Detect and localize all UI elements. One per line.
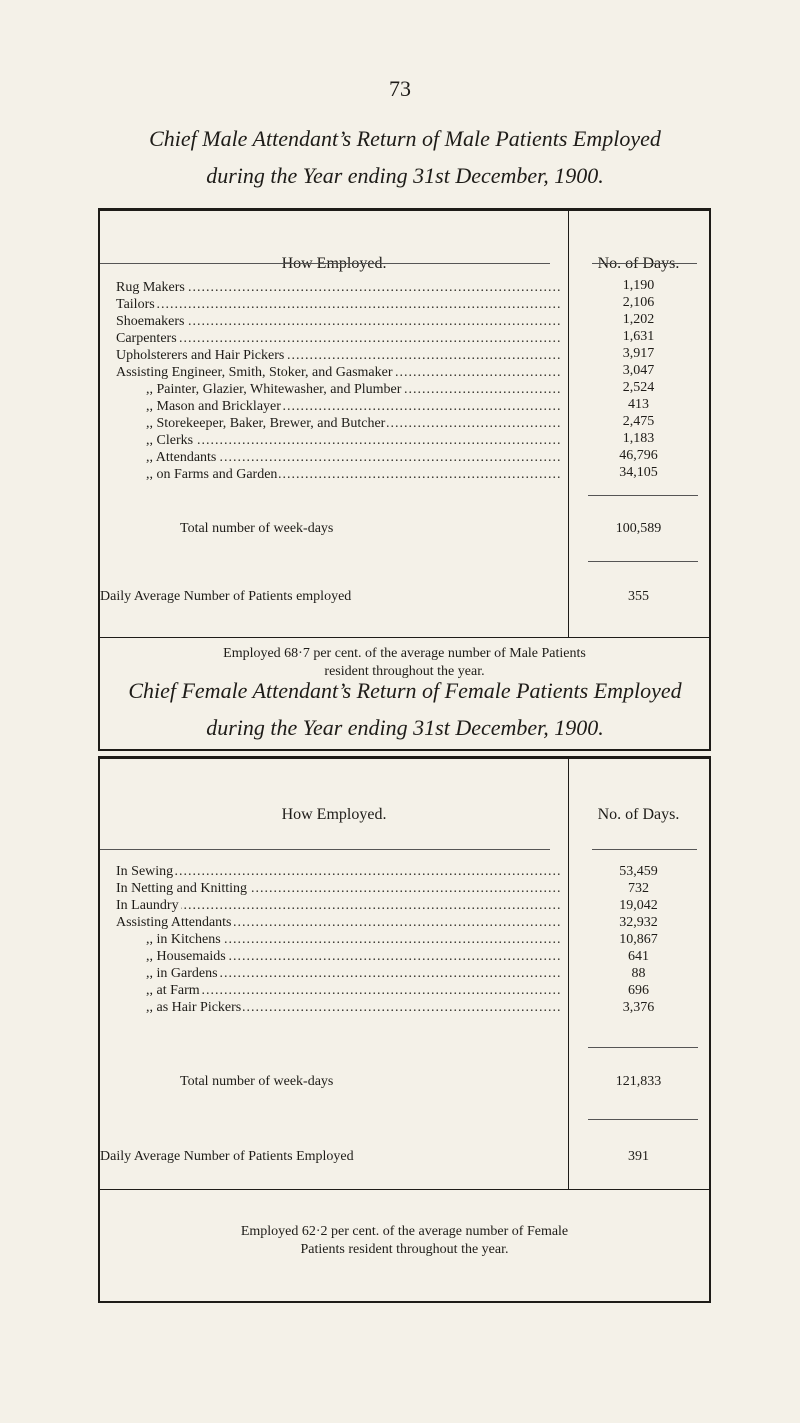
row-label: ,, Mason and Bricklayer [116, 399, 283, 414]
row-days: 32,932 [619, 915, 658, 930]
row-label: ,, Housemaids [116, 949, 228, 964]
table-row [116, 381, 561, 398]
table-row [116, 914, 561, 931]
table-row [116, 415, 561, 432]
male-title [60, 120, 750, 194]
footer-line1: Employed 68·7 per cent. of the average number of Male Patients [223, 646, 586, 661]
row-label: Rug Makers [116, 280, 185, 295]
table-row [116, 313, 561, 330]
header-how-employed: How Employed. [281, 255, 387, 272]
sum-rule [588, 1047, 698, 1048]
row-label: In Sewing [116, 864, 174, 879]
female-title-line2: during the Year ending 31st December, 1900. [206, 715, 604, 740]
row-label: In Netting and Knitting [116, 881, 248, 896]
footer-line1: Employed 62·2 per cent. of the average number of Female [240, 1224, 569, 1239]
row-label: ,, at Farm [116, 983, 202, 998]
row-days: 1,190 [622, 278, 655, 293]
row-days: 3,917 [622, 346, 655, 361]
footer-line2: resident throughout the year. [324, 664, 485, 679]
row-days: 1,183 [622, 431, 655, 446]
average-value: 355 [628, 589, 649, 604]
female-title-line1: Chief Female Attendant’s Return of Female Patients Employed [128, 678, 682, 703]
male-title-line1: Chief Male Attendant’s Return of Male Patients Employed [149, 126, 661, 151]
row-days: 88 [631, 966, 646, 981]
female-row-labels [116, 863, 561, 1016]
header-rule [592, 263, 697, 264]
footer-rule [100, 1189, 709, 1190]
table-row [116, 863, 561, 880]
row-days: 3,047 [622, 363, 655, 378]
female-footer-note [110, 1223, 699, 1259]
table-row [116, 948, 561, 965]
row-label: ,, Attendants [116, 450, 218, 465]
table-row [116, 449, 561, 466]
row-days: 641 [628, 949, 649, 964]
sum-rule [588, 561, 698, 562]
table-row [116, 965, 561, 982]
row-label: Upholsterers and Hair Pickers [116, 348, 285, 363]
row-label: ,, Storekeeper, Baker, Brewer, and Butcher [116, 416, 387, 431]
average-label: Daily Average Number of Patients employed [100, 589, 352, 604]
table-row [116, 279, 561, 296]
table-row [116, 347, 561, 364]
total-value: 100,589 [615, 521, 662, 536]
average-value: 391 [628, 1149, 649, 1164]
row-days: 696 [628, 983, 649, 998]
row-label: Shoemakers [116, 314, 185, 329]
total-label: Total number of week-days [180, 1074, 334, 1089]
table-row [116, 296, 561, 313]
row-label: Assisting Engineer, Smith, Stoker, and Gasmaker [116, 365, 393, 380]
row-days: 10,867 [619, 932, 658, 947]
header-rule [100, 263, 550, 264]
table-row [116, 466, 561, 483]
page-number: 73 [389, 76, 411, 101]
row-label: Tailors [116, 297, 155, 312]
female-day-values [568, 863, 709, 1016]
male-ledger-table [98, 208, 711, 751]
sum-rule [588, 1119, 698, 1120]
table-row [116, 880, 561, 897]
header-how-employed: How Employed. [281, 806, 387, 823]
footer-rule [100, 637, 709, 638]
female-ledger-table [98, 756, 711, 1303]
header-rule [100, 849, 550, 850]
row-days: 2,524 [622, 380, 655, 395]
male-title-line2: during the Year ending 31st December, 1900. [206, 163, 604, 188]
total-label: Total number of week-days [180, 521, 334, 536]
average-label: Daily Average Number of Patients Employed [100, 1149, 354, 1164]
row-days: 2,106 [622, 295, 655, 310]
row-label: ,, on Farms and Garden [116, 467, 279, 482]
header-rule [592, 849, 697, 850]
header-no-of-days: No. of Days. [597, 255, 680, 272]
total-value: 121,833 [615, 1074, 662, 1089]
row-days: 53,459 [619, 864, 658, 879]
table-row [116, 432, 561, 449]
row-days: 19,042 [619, 898, 658, 913]
row-label: Assisting Attendants [116, 915, 232, 930]
row-days: 34,105 [619, 465, 658, 480]
row-label: Carpenters [116, 331, 177, 346]
footer-line2: Patients resident throughout the year. [300, 1242, 509, 1257]
row-label: ,, as Hair Pickers [116, 1000, 243, 1015]
row-days: 2,475 [622, 414, 655, 429]
row-label: ,, Clerks [116, 433, 195, 448]
header-no-of-days: No. of Days. [597, 806, 680, 823]
row-days: 732 [628, 881, 649, 896]
row-label: ,, in Kitchens [116, 932, 223, 947]
row-label: In Laundry [116, 898, 179, 913]
table-row [116, 999, 561, 1016]
row-days: 1,631 [622, 329, 655, 344]
table-row [116, 398, 561, 415]
row-days: 1,202 [622, 312, 655, 327]
table-row [116, 364, 561, 381]
row-days: 3,376 [622, 1000, 655, 1015]
row-label: ,, in Gardens [116, 966, 220, 981]
sum-rule [588, 495, 698, 496]
table-row [116, 931, 561, 948]
row-days: 413 [628, 397, 649, 412]
male-row-labels [116, 279, 561, 483]
female-title [60, 672, 750, 746]
row-label: ,, Painter, Glazier, Whitewasher, and Plumber [116, 382, 403, 397]
male-day-values [568, 277, 709, 481]
table-row [116, 897, 561, 914]
row-days: 46,796 [619, 448, 658, 463]
table-row [116, 982, 561, 999]
table-row [116, 330, 561, 347]
